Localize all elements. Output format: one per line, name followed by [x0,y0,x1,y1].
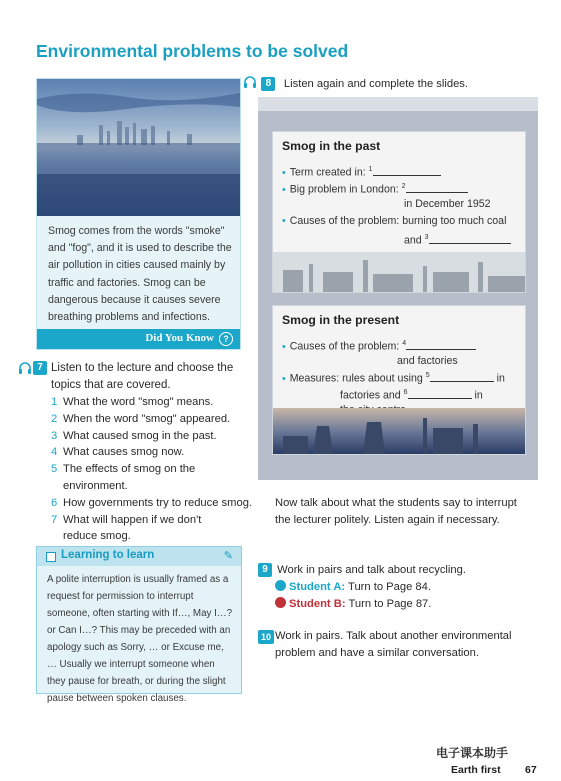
exercise-9 [258,562,538,613]
exercise-number: 9 [258,563,272,577]
list-item: 3 What caused smog in the past. [51,429,217,442]
answer-blank[interactable] [406,182,468,193]
exercise-number: 8 [261,77,275,91]
slide-title: Smog in the present [282,313,400,327]
question-icon: ? [219,332,233,346]
slides-top-bar [258,97,538,111]
slide-present [272,305,526,455]
headphones-icon [243,75,257,93]
list-item: 2 When the word "smog" appeared. [51,412,231,425]
learning-text: A polite interruption is usually framed as a request for permission to interrupt someone, often starting with If…, May I…? or Can I…? This may be preceded with an apology such as Sorry, … or Excuse me, … Usually we interrupt someone when they pause for breath, or during the slight pause between spoken clauses. [47,574,233,704]
exercise-instruction: Work in pairs and talk about recycling. [277,564,466,576]
pencil-icon: ✎ [223,550,233,562]
slide-bullet-cont: in December 1952 [404,198,491,210]
answer-blank[interactable] [430,371,494,382]
did-you-know-label: Did You Know [145,332,214,344]
list-item: 6 How governments try to reduce smog. [51,496,253,509]
list-item: 1 What the word "smog" means. [51,396,214,408]
smog-city-photo [37,79,240,216]
list-item: 7 What will happen if we don't reduce smog. [51,513,202,543]
slide-bullet: • Term created in: $^1$ [282,162,441,181]
slide-bullet: • Causes of the problem: $^4$ [282,336,476,355]
slide-past [272,131,526,293]
answer-blank[interactable] [408,388,472,399]
list-item: 4 What causes smog now. [51,446,185,459]
slide-bullet: • Big problem in London: $^2$ [282,179,468,198]
page-number: 67 [525,764,537,776]
checkbox-icon [46,552,56,562]
slides-panel [258,97,538,480]
slide-bullet: • Measures: rules about using $^5$ in [282,372,505,385]
smog-past-photo [273,252,525,292]
answer-blank[interactable] [429,233,511,244]
slide-bullet-cont: and factories [397,355,458,367]
exercise-10 [258,628,538,662]
exercise-number: 7 [33,361,47,375]
headphones-icon [18,361,32,379]
student-b-row: Student B: Turn to Page 87. [258,596,538,613]
answer-blank[interactable] [373,165,441,176]
slide-title: Smog in the past [282,139,381,153]
smog-present-photo [273,408,525,454]
learning-header [37,547,241,566]
exercise-instruction: Work in pairs. Talk about another environmental problem and have a similar conversation. [275,630,512,659]
student-b-icon [275,597,286,608]
watermark-brand: 电子课本助手 [436,746,509,760]
did-you-know-text: Smog comes from the words "smoke" and "fog", and it is used to describe the air pollution in cities caused mainly by traffic and factories. Smog can be dangerous because it causes severe breathing problems and infections. [48,225,232,324]
learning-title: Learning to learn [61,549,155,561]
page-title: Environmental problems to be solved [36,41,349,61]
slide-bullet: • Causes of the problem: burning too much coal [282,215,507,227]
student-a-row: Student A: Turn to Page 84. [258,579,538,596]
learning-to-learn-box [36,546,242,704]
answer-blank[interactable] [406,339,476,350]
list-item: 5 The effects of smog on the environment. [51,463,196,492]
did-you-know-bar [37,329,240,349]
exercise-8 [243,75,543,93]
slide-bullet-cont: factories and $^6$ in [340,389,483,402]
talk-instruction: Now talk about what the students say to interrupt the lecturer politely. Listen again if necessary. [275,497,517,526]
did-you-know-box [36,78,241,350]
exercise-instruction: Listen again and complete the slides. [283,78,468,90]
unit-label: Earth first [451,764,501,776]
topic-list [51,394,261,545]
student-a-icon [275,580,286,591]
exercise-instruction: Listen to the lecture and choose the topics that are covered. [51,362,234,391]
exercise-number: 10 [258,630,274,644]
slide-bullet-cont: and $^3$ [404,230,511,249]
